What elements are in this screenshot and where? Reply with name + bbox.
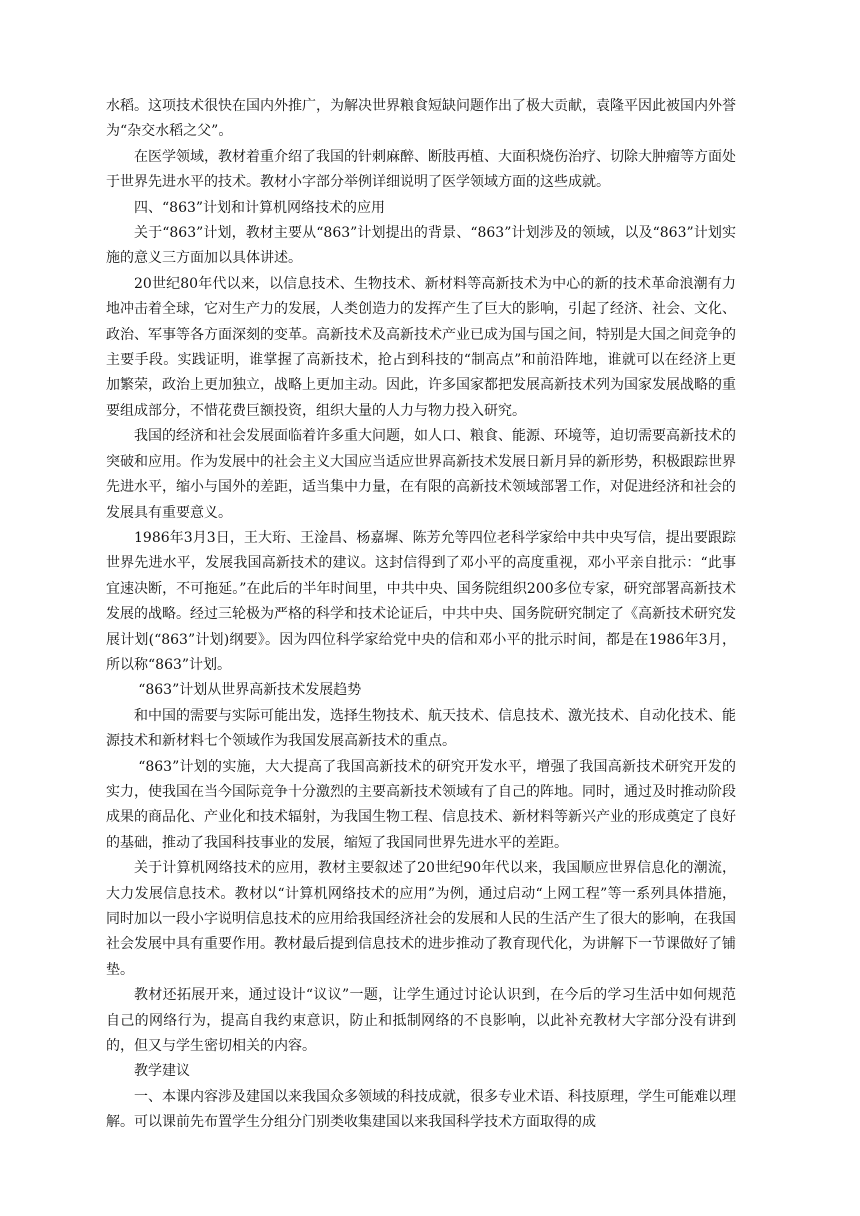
paragraph-8: 和中国的需要与实际可能出发，选择生物技术、航天技术、信息技术、激光技术、自动化技术、能源技术和新材料七个领域作为我国发展高新技术的重点。 (106, 707, 736, 750)
paragraph-9: “863”计划的实施，大大提高了我国高新技术的研究开发水平，增强了我国高新技术研究开发的实力，使我国在当今国际竞争十分激烈的主要高新技术领域有了自己的阵地。同时，通过及时推动阶段成果的商品化、产业化和技术辐射，为我国生物工程、信息技术、新材料等新兴产业的形成奠定了良好的基础，推动了我国科技事业的发展，缩短了我国同世界先进水平的差距。 (106, 758, 736, 851)
paragraph-2: 在医学领域，教材着重介绍了我国的针刺麻醉、断肢再植、大面积烧伤治疗、切除大肿瘤等方面处于世界先进水平的技术。教材小字部分举例详细说明了医学领域方面的这些成就。 (106, 148, 736, 191)
section-heading-863: 四、“863”计划和计算机网络技术的应用 (134, 199, 386, 216)
paragraph-1: 水稻。这项技术很快在国内外推广，为解决世界粮食短缺问题作出了极大贡献，袁隆平因此被国内外誉为“杂交水稻之父”。 (106, 98, 736, 140)
paragraph-4: 20世纪80年代以来，以信息技术、生物技术、新材料等高新技术为中心的新的技术革命浪潮有力地冲击着全球，它对生产力的发展，人类创造力的发挥产生了巨大的影响，引起了经济、社会、文化、政治、军事等各方面深刻的变革。高新技术及高新技术产业已成为国与国之间，特别是大国之间竞争的主要手段。实践证明，谁掌握了高新技术，抢占到科技的“制高点”和前沿阵地，谁就可以在经济上更加繁荣，政治上更加独立，战略上更加主动。因此，许多国家都把发展高新技术列为国家发展战略的重要组成部分，不惜花费巨额投资，组织大量的人力与物力投入研究。 (106, 275, 736, 419)
paragraph-5: 我国的经济和社会发展面临着许多重大问题，如人口、粮食、能源、环境等，迫切需要高新技术的突破和应用。作为发展中的社会主义大国应当适应世界高新技术发展日新月异的新形势，积极跟踪世界先进水平，缩小与国外的差距，适当集中力量，在有限的高新技术领域部署工作，对促进经济和社会的发展具有重要意义。 (106, 428, 736, 521)
paragraph-10: 关于计算机网络技术的应用，教材主要叙述了20世纪90年代以来，我国顺应世界信息化的潮流，大力发展信息技术。教材以“计算机网络技术的应用”为例，通过启动“上网工程”等一系列具体措施，同时加以一段小字说明信息技术的应用给我国经济社会的发展和人民的生活产生了很大的影响，在我国社会发展中具有重要作用。教材最后提到信息技术的进步推动了教育现代化，为讲解下一节课做好了铺垫。 (106, 860, 736, 978)
paragraph-7-line: “863”计划从世界高新技术发展趋势 (138, 682, 362, 699)
paragraph-6: 1986年3月3日，王大珩、王淦昌、杨嘉墀、陈芳允等四位老科学家给中共中央写信，提出要跟踪世界先进水平，发展我国高新技术的建议。这封信得到了邓小平的高度重视，邓小平亲自批示：“此事宜速决断，不可拖延。”在此后的半年时间里，中共中央、国务院组织200多位专家，研究部署高新技术发展的战略。经过三轮极为严格的科学和技术论证后，中共中央、国务院研究制定了《高新技术研究发展计划(“863”计划)纲要》。因为四位科学家给党中央的信和邓小平的批示时间，都是在1986年3月，所以称“863”计划。 (106, 529, 736, 673)
paragraph-11: 教材还拓展开来，通过设计“议议”一题，让学生通过讨论认识到，在今后的学习生活中如何规范自己的网络行为，提高自我约束意识，防止和抵制网络的不良影响，以此补充教材大字部分没有讲到的，但又与学生密切相关的内容。 (106, 987, 736, 1055)
document-body (106, 94, 736, 1136)
paragraph-3: 关于“863”计划，教材主要从“863”计划提出的背景、“863”计划涉及的领域，以及“863”计划实施的意义三方面加以具体讲述。 (106, 225, 736, 267)
paragraph-12: 一、本课内容涉及建国以来我国众多领域的科技成就，很多专业术语、科技原理，学生可能难以理解。可以课前先布置学生分组分门别类收集建国以来我国科学技术方面取得的成 (106, 1088, 736, 1131)
section-heading-teaching-suggestions: 教学建议 (134, 1063, 190, 1080)
